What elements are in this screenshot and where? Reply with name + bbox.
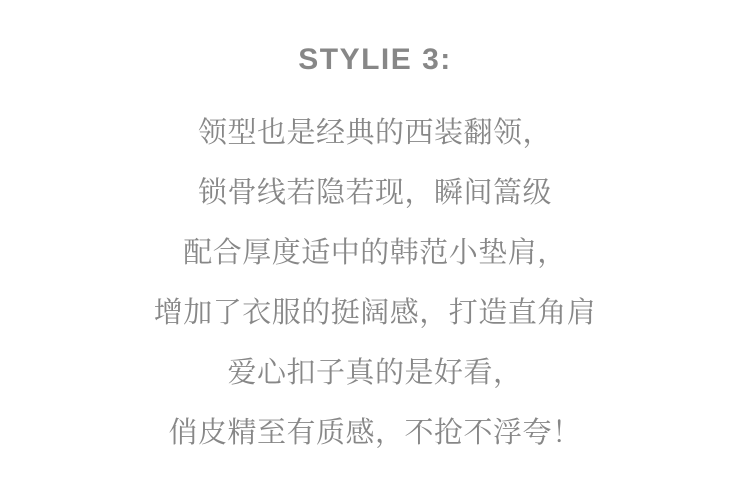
description-line: 配合厚度适中的韩范小垫肩， bbox=[183, 237, 567, 269]
description-line: 俏皮精至有质感，不抢不浮夸！ bbox=[168, 417, 582, 449]
description-line: 锁骨线若隐若现，瞬间篙级 bbox=[197, 177, 552, 209]
description-text-block bbox=[0, 103, 750, 463]
description-line: 领型也是经典的西装翻领， bbox=[197, 117, 552, 149]
description-line: 增加了衣服的挺阔感，打造直角肩 bbox=[153, 297, 597, 329]
description-line: 爱心扣子真的是好看， bbox=[227, 357, 523, 389]
page-title: STYLIE 3: bbox=[298, 43, 452, 76]
